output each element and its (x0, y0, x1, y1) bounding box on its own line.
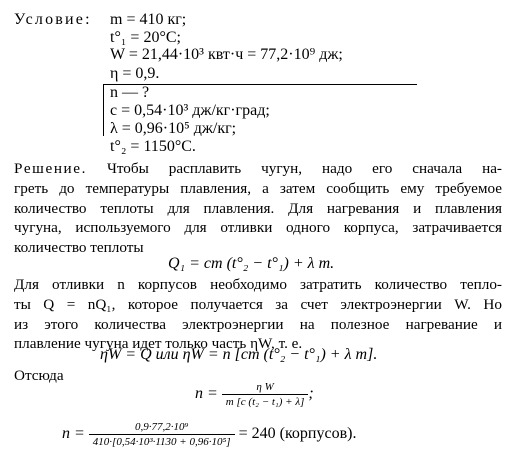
result-fraction-denominator: 410·[0,54·10³·1130 + 0,96·10⁵] (92, 436, 231, 448)
para2-line-3: из этого количества электроэнергии на полезное нагревание и (14, 315, 502, 333)
hence-label: Отсюда (14, 367, 64, 384)
given-initial-temp: t°₁ = 20°C; (110, 29, 181, 46)
energy-balance-formula: ηW = Q или ηW = n [cm (t°₂ − t°₁) + λ m]. (100, 346, 378, 363)
condition-divider (103, 84, 417, 85)
para1-line-4: чугуна, используемого для отливки одного корпуса, затрачивается (14, 219, 502, 237)
para1-line-5: количество теплоты (14, 239, 144, 257)
result-fraction (89, 421, 235, 448)
result-fraction-numerator: 0,9·77,2·10⁹ (89, 421, 235, 435)
condition-heading: Условие: (14, 11, 92, 28)
given-efficiency: η = 0,9. (110, 65, 160, 82)
n-fraction (222, 381, 309, 408)
given-mass: m = 410 кг; (110, 11, 187, 28)
n-formula: n = $\frac{\text{η W}}{\text{m [c (t₂ − t₁) + λ]}}$ ; (195, 381, 314, 408)
n-fraction-numerator: η W (222, 381, 309, 395)
given-energy: W = 21,44·10³ квт·ч = 77,2·10⁹ дж; (110, 46, 343, 63)
para1-line-1: Решение. Чтобы расплавить чугун, надо его сначала на- (14, 160, 502, 177)
melting-temp: t°₂ = 1150°C. (110, 138, 196, 155)
result-value: = 240 (корпусов). (238, 425, 357, 443)
para1-line-2: греть до температуры плавления, а затем сообщить ему требуемое (14, 179, 502, 197)
para2-line-2: ты Q = nQ₁, которое получается за счет электроэнергии W. Но (14, 295, 502, 313)
para2-line-1: Для отливки n корпусов необходимо затратить количество тепло- (14, 276, 502, 293)
para1-line-3: количество теплоты для плавления. Для нагревания и плавления (14, 199, 502, 217)
latent-heat: λ = 0,96·10⁵ дж/кг; (110, 120, 237, 137)
para2-line-4: плавление чугуна идет только часть ηW, т. е. (14, 335, 303, 353)
heat-formula: Q₁ = cm (t°₂ − t°₁) + λ m. (168, 255, 335, 272)
n-result-formula: n = $\frac{\text{0,9·77,2·10⁹}}{\text{410·[0,54·10³·1130 + 0,96·10⁵]}}$ = 240 (корпусов). (62, 421, 357, 448)
solution-paragraph-1 (14, 159, 502, 258)
n-fraction-denominator: m [c (t₂ − t₁) + λ] (225, 396, 305, 408)
specific-heat: c = 0,54·10³ дж/кг·град; (110, 102, 270, 119)
solution-paragraph-2 (14, 275, 502, 354)
condition-vertical-line (103, 84, 104, 136)
solution-heading: Решение. (14, 160, 88, 177)
find-n: n — ? (110, 84, 150, 101)
